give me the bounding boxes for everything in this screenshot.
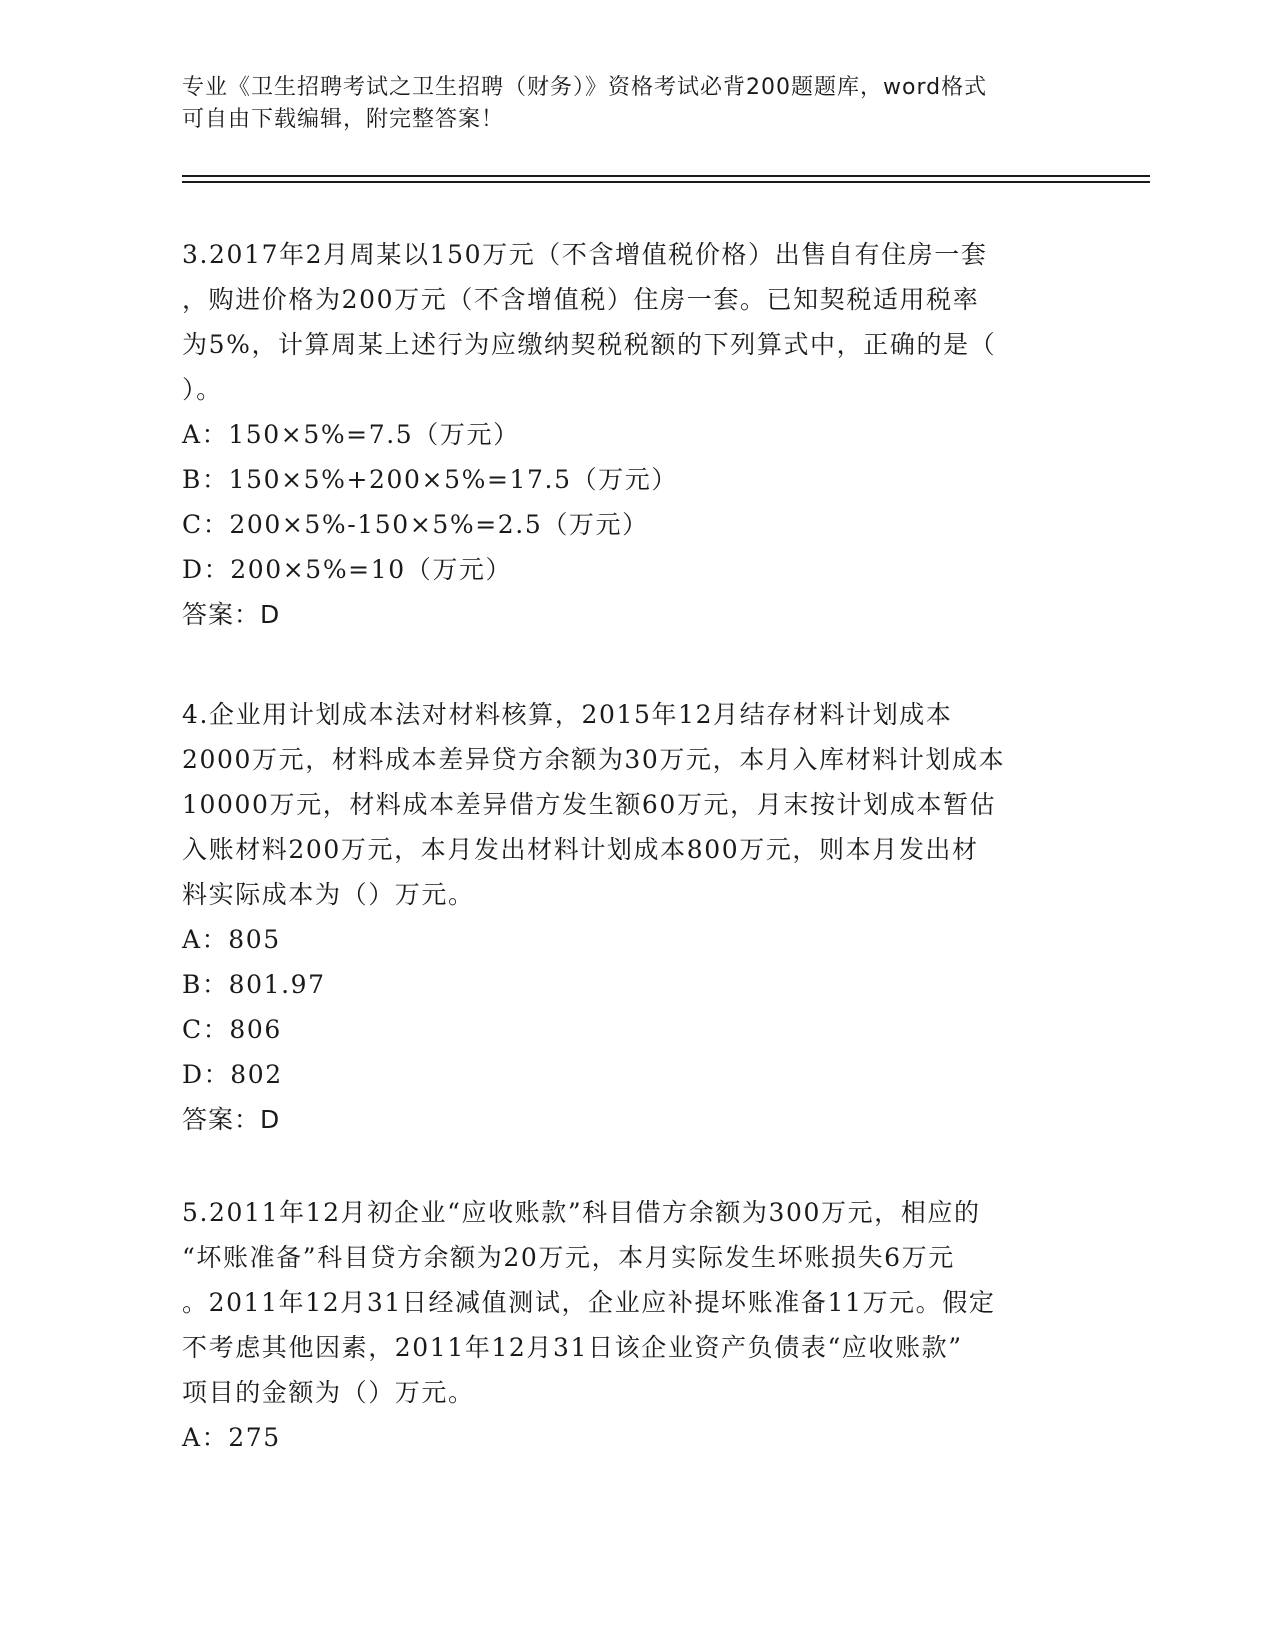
header-title-line-2: 可自由下载编辑，附完整答案！ <box>182 107 505 132</box>
question-5-stem-line-5: 项目的金额为（）万元。 <box>182 1378 475 1407</box>
question-3-option-a: A：150×5%=7.5（万元） <box>182 420 520 449</box>
question-4-answer: 答案：D <box>182 1105 281 1134</box>
header-divider-bottom <box>182 181 1150 183</box>
question-3-stem-line-1: 3.2017年2月周某以150万元（不含增值税价格）出售自有住房一套 <box>182 240 988 269</box>
question-3-stem-line-3: 为5%，计算周某上述行为应缴纳契税税额的下列算式中，正确的是（ <box>182 330 997 359</box>
question-4 <box>182 692 1082 1142</box>
question-5-stem-line-2: “坏账准备”科目贷方余额为20万元，本月实际发生坏账损失6万元 <box>182 1243 955 1272</box>
question-3-stem-line-2: ，购进价格为200万元（不含增值税）住房一套。已知契税适用税率 <box>182 285 980 314</box>
question-4-stem-line-3: 10000万元，材料成本差异借方发生额60万元，月末按计划成本暂估 <box>182 790 997 819</box>
question-5-stem-line-4: 不考虑其他因素，2011年12月31日该企业资产负债表“应收账款” <box>182 1333 963 1362</box>
question-3-option-c: C：200×5%-150×5%=2.5（万元） <box>182 510 649 539</box>
question-5-stem-line-3: 。2011年12月31日经减值测试，企业应补提坏账准备11万元。假定 <box>182 1288 996 1317</box>
question-4-stem-line-1: 4.企业用计划成本法对材料核算，2015年12月结存材料计划成本 <box>182 700 953 729</box>
question-3 <box>182 232 1082 637</box>
question-3-option-d: D：200×5%=10（万元） <box>182 555 513 584</box>
header-divider-top <box>182 175 1150 177</box>
question-3-option-b: B：150×5%+200×5%=17.5（万元） <box>182 465 678 494</box>
document-header <box>182 72 1062 136</box>
header-title-line-1: 专业《卫生招聘考试之卫生招聘（财务）》资格考试必背200题题库，word格式 <box>182 75 988 100</box>
question-3-stem-line-4: ）。 <box>182 375 223 404</box>
question-4-option-b: B：801.97 <box>182 970 326 999</box>
question-5-stem-line-1: 5.2011年12月初企业“应收账款”科目借方余额为300万元，相应的 <box>182 1198 981 1227</box>
question-5 <box>182 1190 1082 1460</box>
question-4-stem-line-5: 料实际成本为（）万元。 <box>182 880 475 909</box>
question-5-option-a: A：275 <box>182 1423 281 1452</box>
question-3-answer: 答案：D <box>182 600 281 629</box>
question-4-option-d: D：802 <box>182 1060 283 1089</box>
question-4-option-a: A：805 <box>182 925 281 954</box>
question-4-option-c: C：806 <box>182 1015 282 1044</box>
question-4-stem-line-2: 2000万元，材料成本差异贷方余额为30万元，本月入库材料计划成本 <box>182 745 1006 774</box>
question-4-stem-line-4: 入账材料200万元，本月发出材料计划成本800万元，则本月发出材 <box>182 835 979 864</box>
